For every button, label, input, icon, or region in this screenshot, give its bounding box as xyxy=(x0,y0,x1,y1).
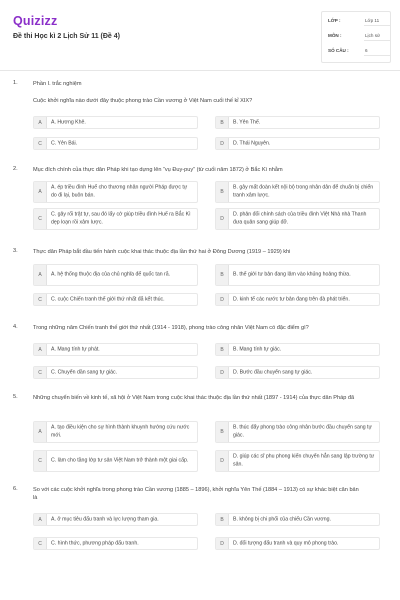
answer-option-b[interactable] xyxy=(215,181,380,203)
meta-subject-row xyxy=(328,29,388,43)
question-text: Thực dân Pháp bắt đầu tiến hành cuộc khai thác thuộc địa lần thứ hai ở Đông Dương (1919 – 1929) khi xyxy=(33,249,291,255)
answer-option-b[interactable] xyxy=(215,116,380,129)
answer-option-c[interactable] xyxy=(33,137,198,150)
option-text: A. ở mục tiêu đấu tranh và lực lượng tham gia. xyxy=(51,515,159,522)
option-text: C. cuộc Chiến tranh thế giới thứ nhất đã kết thúc. xyxy=(51,295,165,302)
option-text: C. Yên Bái. xyxy=(51,139,78,146)
divider xyxy=(364,55,390,56)
meta-value: Lịch sử xyxy=(365,33,381,38)
option-letter: A xyxy=(34,514,47,525)
option-letter: D xyxy=(216,294,229,305)
option-text: D. Thái Nguyên. xyxy=(233,139,271,146)
option-text: D. đối tượng đấu tranh và quy mô phong trào. xyxy=(233,539,339,546)
option-letter: C xyxy=(34,367,47,378)
answer-option-d[interactable] xyxy=(215,537,380,550)
section-heading: Phần I. trắc nghiệm xyxy=(33,81,82,87)
option-letter: B xyxy=(216,422,229,442)
answer-option-c[interactable] xyxy=(33,537,198,550)
answer-option-c[interactable] xyxy=(33,293,198,306)
meta-label: MÔN : xyxy=(328,33,342,38)
meta-label: SỐ CÂU : xyxy=(328,48,349,53)
meta-box xyxy=(321,11,391,63)
option-text: A. Hương Khê. xyxy=(51,118,86,125)
question-text: Trong những năm Chiến tranh thế giới thứ nhất (1914 - 1918), phong trào công nhân Việt Nam có đặc điểm gì? xyxy=(33,325,309,331)
option-letter: A xyxy=(34,422,47,442)
answer-option-a[interactable] xyxy=(33,181,198,203)
option-text: A. Mang tính tự phát. xyxy=(51,345,100,352)
option-text: B. Mang tính tự giác. xyxy=(233,345,282,352)
answer-option-a[interactable] xyxy=(33,343,198,356)
option-text: C. gây rối trật tự, sau đó lấy cớ giúp triều đình Huế ra Bắc Kì dẹp loạn rồi xâm lược. xyxy=(51,211,191,225)
option-letter: B xyxy=(216,344,229,355)
option-letter: A xyxy=(34,182,47,202)
option-text: A. tạo điều kiện cho sự hình thành khuynh hướng cứu nước mới. xyxy=(51,424,190,438)
answer-option-b[interactable] xyxy=(215,264,380,286)
question-text: So với các cuộc khởi nghĩa trong phong trào Cần vương (1885 – 1896), khởi nghĩa Yên Thế (1884 – 1913) có sự khác biệt căn bản là xyxy=(33,487,359,501)
option-letter: D xyxy=(216,138,229,149)
option-letter: C xyxy=(34,538,47,549)
option-text: D. phản đối chính sách của triều đình Việt Nhà nhà Thanh đưa quân sang giúp đỡ. xyxy=(233,211,367,225)
answer-option-d[interactable] xyxy=(215,450,380,472)
option-text: B. thế giới tư bản đang lâm vào khủng hoảng thừa. xyxy=(233,271,351,278)
question-number: 5. xyxy=(13,394,18,400)
option-text: C. hình thức, phương pháp đấu tranh. xyxy=(51,539,139,546)
option-letter: D xyxy=(216,538,229,549)
option-letter: A xyxy=(34,117,47,128)
answer-option-c[interactable] xyxy=(33,208,198,230)
option-letter: D xyxy=(216,451,229,471)
option-letter: B xyxy=(216,265,229,285)
option-text: B. Yên Thế. xyxy=(233,118,261,125)
question-number: 3. xyxy=(13,248,18,254)
option-letter: B xyxy=(216,182,229,202)
option-letter: A xyxy=(34,265,47,285)
answer-option-d[interactable] xyxy=(215,208,380,230)
meta-value: 6 xyxy=(365,48,368,53)
answer-option-a[interactable] xyxy=(33,513,198,526)
answer-option-a[interactable] xyxy=(33,421,198,443)
divider xyxy=(364,40,390,41)
option-letter: C xyxy=(34,209,47,229)
option-text: A. ép triều đình Huế cho thương nhân người Pháp được tự do đi lại, buôn bán. xyxy=(51,184,188,198)
option-text: D. Bước đầu chuyển sang tự giác. xyxy=(233,368,313,375)
option-letter: B xyxy=(216,117,229,128)
meta-count-row xyxy=(328,44,388,58)
question-number: 1. xyxy=(13,80,18,86)
option-text: D. giúp các sĩ phu phong kiến chuyển hẳn sang lập trường tư sản. xyxy=(233,453,375,467)
answer-option-a[interactable] xyxy=(33,264,198,286)
question-number: 2. xyxy=(13,166,18,172)
answer-option-d[interactable] xyxy=(215,293,380,306)
answer-option-b[interactable] xyxy=(215,343,380,356)
option-letter: B xyxy=(216,514,229,525)
answer-option-c[interactable] xyxy=(33,450,198,472)
header-divider xyxy=(0,70,400,71)
question-text: Những chuyển biến về kinh tế, xã hội ở Việt Nam trong cuộc khai thác thuộc địa lần thứ nhất (1897 - 1914) của thực dân Pháp đã xyxy=(33,395,355,401)
meta-label: LỚP : xyxy=(328,18,341,23)
answer-option-b[interactable] xyxy=(215,513,380,526)
option-text: B. thúc đẩy phong trào công nhân bước đầu chuyển sang tự giác. xyxy=(233,424,372,438)
answer-option-d[interactable] xyxy=(215,366,380,379)
divider xyxy=(364,25,390,26)
option-letter: C xyxy=(34,294,47,305)
page-title: Đề thi Học kì 2 Lịch Sử 11 (Đề 4) xyxy=(13,33,120,40)
option-text: A. hệ thống thuộc địa của chủ nghĩa đế quốc tan rã. xyxy=(51,271,171,278)
option-text: C. làm cho tầng lớp tư sản Việt Nam trở thành một giai cấp. xyxy=(51,457,189,464)
answer-option-a[interactable] xyxy=(33,116,198,129)
option-text: D. kinh tế các nước tư bản đang trên đà phát triển. xyxy=(233,295,350,302)
question-text: Cuộc khởi nghĩa nào dưới đây thuộc phong trào Cần vương ở Việt Nam cuối thế kỉ XIX? xyxy=(33,98,253,104)
option-letter: D xyxy=(216,367,229,378)
option-letter: D xyxy=(216,209,229,229)
option-letter: C xyxy=(34,138,47,149)
question-number: 4. xyxy=(13,324,18,330)
answer-option-d[interactable] xyxy=(215,137,380,150)
option-text: C. Chuyển dần sang tự giác. xyxy=(51,368,118,375)
option-letter: A xyxy=(34,344,47,355)
question-number: 6. xyxy=(13,486,18,492)
option-text: B. gây mất đoàn kết nội bộ trong nhân dân để chuẩn bị chiến tranh xâm lược. xyxy=(233,184,374,198)
answer-option-b[interactable] xyxy=(215,421,380,443)
option-text: B. không bị chi phối của chiếu Cần vương. xyxy=(233,515,332,522)
meta-class-row xyxy=(328,14,388,28)
meta-value: Lớp 11 xyxy=(365,18,380,23)
question-text: Mục đích chính của thực dân Pháp khi tạo dựng lên “vụ Đuy-puy” (từ cuối năm 1872) ở Bắc Kì nhằm xyxy=(33,167,283,173)
option-letter: C xyxy=(34,451,47,471)
answer-option-c[interactable] xyxy=(33,366,198,379)
quizizz-logo[interactable]: Quizizz xyxy=(13,14,58,28)
